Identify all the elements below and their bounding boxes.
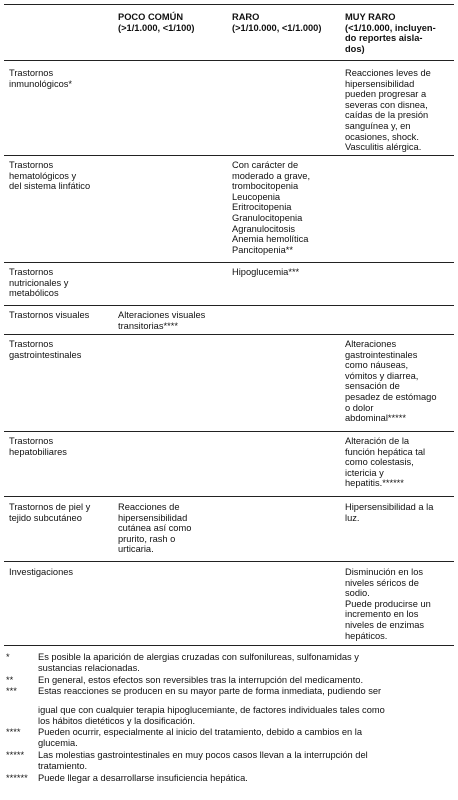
row-muy-raro: Alteraciones gastrointestinales como náuseas, vómitos y diarrea, sensación de pesadez de estómago o dolor abdominal*****	[345, 339, 437, 424]
row-raro: Con carácter de moderado a grave, trombocitopenia Leucopenia Eritrocitopenia Granulocitopenia Agranulocitosis Anemia hemolítica Pancitopenia**	[232, 160, 311, 255]
row-poco-comun: Reacciones de hipersensibilidad cutánea así como prurito, rash o urticaria.	[118, 502, 192, 555]
footnote-mark: *****	[6, 750, 25, 760]
footnote-mark: *	[6, 652, 10, 662]
row-muy-raro: Reacciones leves de hipersensibilidad pueden progresar a severas con disnea, caídas de la presión sanguínea y, en ocasiones, shock. Vasculitis alérgica.	[345, 68, 431, 153]
footnote-mark: **	[6, 675, 14, 685]
row-muy-raro: Alteración de la función hepática tal como colestasis, ictericia y hepatitis.******	[345, 436, 426, 489]
footnote-mark: ***	[6, 686, 17, 696]
header-bottom-rule	[4, 60, 454, 61]
row-organ: Trastornos visuales	[9, 310, 90, 320]
table-top-rule	[4, 4, 454, 5]
row-organ: Investigaciones	[9, 567, 74, 577]
row-divider	[4, 561, 454, 562]
footnote-mark: ******	[6, 773, 28, 783]
table-bottom-rule	[4, 645, 454, 646]
row-divider	[4, 305, 454, 306]
row-poco-comun: Alteraciones visuales transitorias****	[118, 310, 206, 331]
row-raro: Hipoglucemia***	[232, 267, 300, 277]
row-muy-raro: Disminución en los niveles séricos de sodio. Puede producirse un incremento en los niveles de enzimas hepáticos.	[345, 567, 431, 641]
row-divider	[4, 431, 454, 432]
row-divider	[4, 334, 454, 335]
footnote-text: Las molestias gastrointestinales en muy pocos casos llevan a la interrupción del tratamiento.	[38, 750, 368, 771]
row-divider	[4, 496, 454, 497]
footnote-text: igual que con cualquier terapia hipoglucemiante, de factores individuales tales como los hábitos dietéticos y la dosificación.	[38, 705, 385, 726]
row-organ: Trastornos hematológicos y del sistema linfático	[9, 160, 91, 192]
row-muy-raro: Hipersensibilidad a la luz.	[345, 502, 434, 523]
row-organ: Trastornos gastrointestinales	[9, 339, 82, 360]
row-divider	[4, 262, 454, 263]
header-muy-raro: MUY RARO (<1/10.000, incluyen- do reportes aisla- dos)	[345, 12, 436, 54]
row-organ: Trastornos de piel y tejido subcutáneo	[9, 502, 91, 523]
header-raro: RARO (>1/10.000, <1/1.000)	[232, 12, 322, 33]
footnote-text: Estas reacciones se producen en su mayor parte de forma inmediata, pudiendo ser	[38, 686, 382, 696]
footnote-text: Pueden ocurrir, especialmente al inicio del tratamiento, debido a cambios en la glucemia.	[38, 727, 363, 748]
row-organ: Trastornos nutricionales y metabólicos	[9, 267, 69, 299]
header-poco-comun: POCO COMÚN (>1/1.000, <1/100)	[118, 12, 195, 33]
footnote-text: Es posible la aparición de alergias cruzadas con sulfonilureas, sulfonamidas y sustancias relacionadas.	[38, 652, 359, 673]
footnote-text: Puede llegar a desarrollarse insuficiencia hepática.	[38, 773, 248, 783]
row-divider	[4, 155, 454, 156]
footnote-mark: ****	[6, 727, 21, 737]
row-organ: Trastornos hepatobiliares	[9, 436, 67, 457]
footnote-text: En general, estos efectos son reversibles tras la interrupción del medicamento.	[38, 675, 364, 685]
row-organ: Trastornos inmunológicos*	[9, 68, 73, 89]
